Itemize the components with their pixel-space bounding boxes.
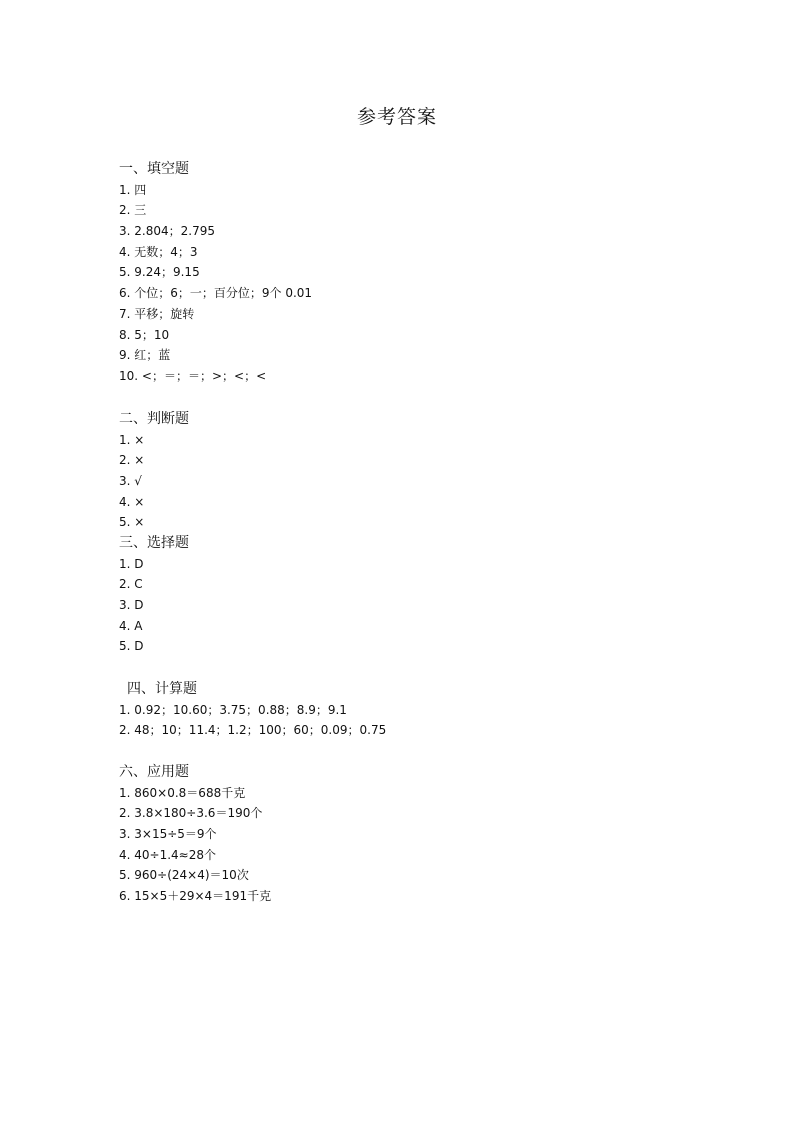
answer-item: 2. × (119, 453, 145, 468)
answer-item: 3. √ (119, 474, 142, 489)
answer-item: 5. × (119, 515, 145, 530)
answer-item: 9. 红；蓝 (119, 348, 171, 363)
answer-item: 1. × (119, 432, 145, 447)
section-heading: 二、判断题 (119, 411, 189, 427)
answer-item: 1. 0.92；10.60；3.75；0.88；8.9；9.1 (119, 702, 347, 717)
answer-item: 2. C (119, 577, 143, 592)
answer-item: 5. D (119, 639, 144, 654)
page-title: 参考答案 (356, 106, 437, 128)
answer-item: 3. 2.804；2.795 (119, 224, 215, 239)
answer-item: 10. <；＝；＝；>；<；< (119, 368, 267, 383)
answer-item: 1. D (119, 556, 144, 571)
answer-item: 2. 48；10；11.4；1.2；100；60；0.09；0.75 (119, 723, 387, 738)
answer-item: 6. 个位；6；一；百分位；9个 0.01 (119, 286, 313, 301)
answer-item: 7. 平移；旋转 (119, 306, 195, 321)
section-heading: 一、填空题 (119, 161, 189, 177)
answer-item: 5. 960÷(24×4)＝10次 (119, 868, 249, 883)
section-fill-in-blanks (119, 159, 679, 387)
answer-item: 2. 3.8×180÷3.6＝190个 (119, 806, 263, 821)
section-multiple-choice (119, 533, 679, 657)
answer-item: 4. 无数；4；3 (119, 244, 198, 259)
answer-item: 4. 40÷1.4≈28个 (119, 847, 216, 862)
answer-item: 8. 5；10 (119, 327, 170, 342)
answer-item: 4. × (119, 494, 145, 509)
section-word-problems (119, 762, 679, 907)
answer-item: 5. 9.24；9.15 (119, 265, 200, 280)
answer-item: 4. A (119, 618, 143, 633)
answer-item: 1. 四 (119, 182, 147, 197)
answer-item: 1. 860×0.8＝688千克 (119, 785, 246, 800)
answer-item: 3. D (119, 598, 144, 613)
section-true-false (119, 409, 679, 533)
section-heading: 六、应用题 (119, 764, 189, 780)
answer-item: 6. 15×5＋29×4＝191千克 (119, 889, 272, 904)
answer-item: 2. 三 (119, 203, 147, 218)
answer-item: 3. 3×15÷5＝9个 (119, 827, 217, 842)
section-heading: 四、计算题 (127, 681, 197, 697)
section-calculation (119, 679, 679, 741)
section-heading: 三、选择题 (119, 535, 189, 551)
